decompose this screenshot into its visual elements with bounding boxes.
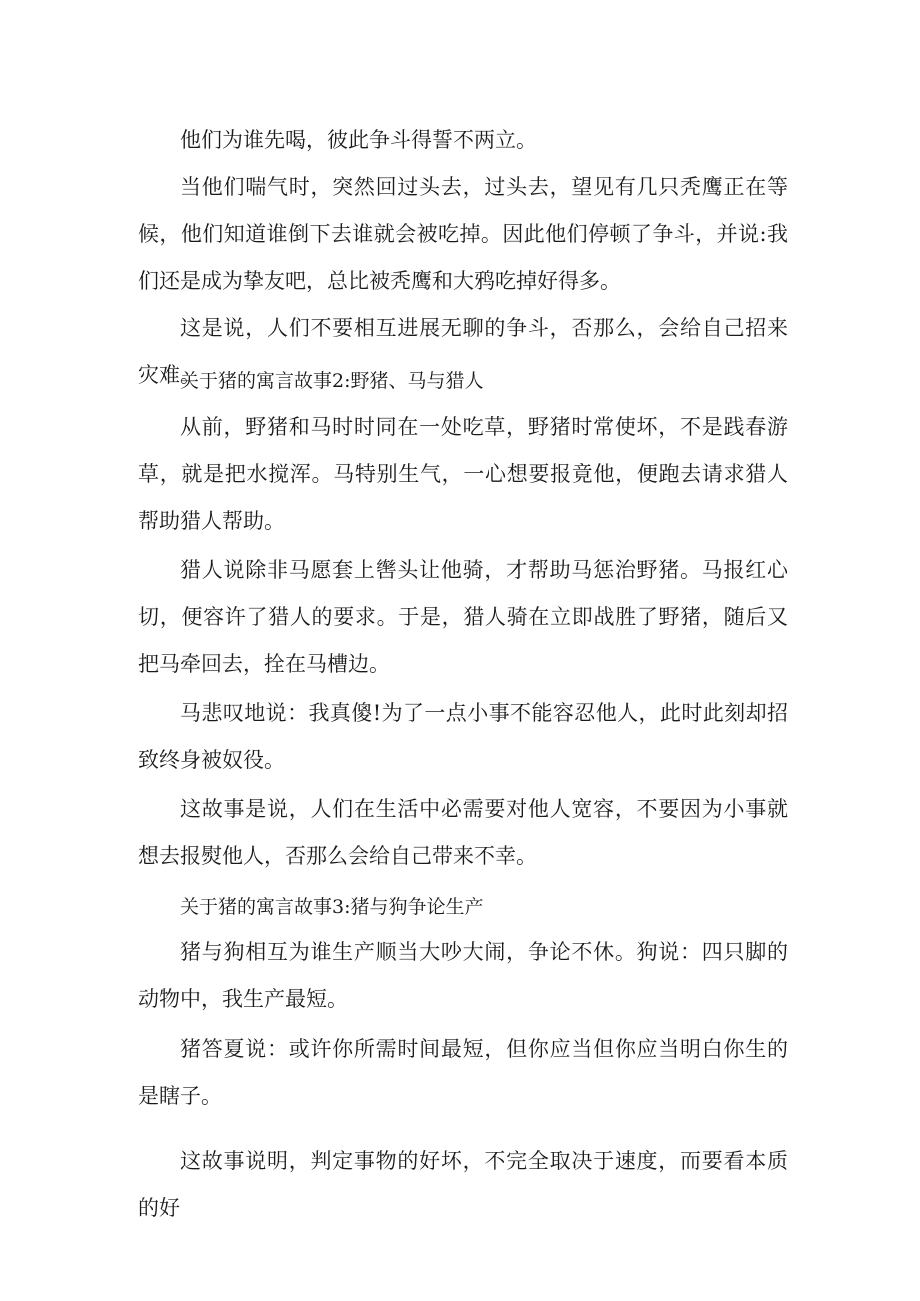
paragraph-moral-2: 这故事是说，人们在生活中必需要对他人宽容，不要因为小事就想去报熨他人，否那么会给自己带来不幸。 <box>138 797 788 868</box>
paragraph-pig-dog: 猪与狗相互为谁生产顺当大吵大闹，争论不休。狗说：四只脚的动物中，我生产最短。 <box>138 940 788 1011</box>
paragraph-fight: 他们为谁先喝，彼此争斗得誓不两立。 <box>180 128 537 152</box>
paragraph-hunter: 猎人说除非马愿套上辔头让他骑，才帮助马惩治野猪。马报红心切，便容许了猎人的要求。于是，猎人骑在立即战胜了野猪，随后又把马牵回去，拴在马槽边。 <box>138 558 788 676</box>
story-heading-2: 关于猪的寓言故事2:野猪、马与猎人 <box>180 370 484 392</box>
paragraph-vultures: 当他们喘气时，突然回过头去，过头去，望见有几只秃鹰正在等候，他们知道谁倒下去谁就会被吃掉。因此他们停顿了争斗，并说:我们还是成为挚友吧，总比被秃鹰和大鸦吃掉好得多。 <box>138 175 788 293</box>
paragraph-horse-regret: 马悲叹地说：我真傻!为了一点小事不能容忍他人，此时此刻却招致终身被奴役。 <box>138 701 788 772</box>
paragraph-boar-horse: 从前，野猪和马时时同在一处吃草，野猪时常使坏，不是践春游草，就是把水搅浑。马特别生气，一心想要报竟他，便跑去请求猎人帮助猎人帮助。 <box>138 415 788 533</box>
paragraph-moral-1: 这是说，人们不要相互进展无聊的争斗，否那么，会给自己招来灾难。 <box>138 316 788 387</box>
paragraph-moral-3: 这故事说明，判定事物的好坏，不完全取决于速度，而要看本质的好 <box>138 1149 788 1220</box>
paragraph-pig-reply: 猪答夏说：或许你所需时间最短，但你应当但你应当明白你生的是瞎子。 <box>138 1037 788 1108</box>
story-heading-3: 关于猪的寓言故事3:猪与狗争论生产 <box>180 896 484 918</box>
